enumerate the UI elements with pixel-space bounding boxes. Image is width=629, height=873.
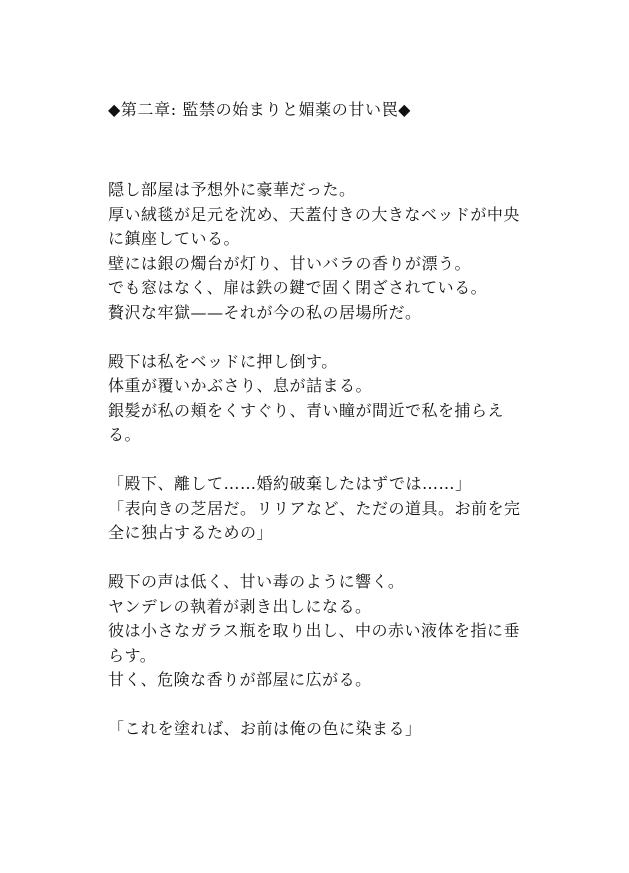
document-body bbox=[108, 178, 530, 766]
text-line: 銀髪が私の頬をくすぐり、青い瞳が間近で私を捕らえ bbox=[108, 400, 505, 420]
text-line: 殿下の声は低く、甘い毒のように響く。 bbox=[108, 572, 405, 591]
text-line: ヤンデレの執着が剥き出しになる。 bbox=[108, 596, 372, 616]
dialogue-line: 「これを塗れば、お前は俺の色に染まる」 bbox=[108, 719, 422, 738]
text-line: 彼は小さなガラス瓶を取り出し、中の赤い液体を指に垂 bbox=[108, 621, 521, 640]
paragraph bbox=[108, 717, 530, 742]
paragraph bbox=[108, 350, 530, 448]
text-line: る。 bbox=[108, 425, 142, 444]
dialogue-line: 「殿下、離して……婚約破棄したはずでは……」 bbox=[108, 474, 472, 493]
text-line: でも窓はなく、扉は鉄の鍵で固く閉ざされている。 bbox=[108, 278, 488, 297]
chapter-title: ◆第二章: 監禁の始まりと媚薬の甘い罠◆ bbox=[108, 100, 412, 119]
text-line: 厚い絨毯が足元を沈め、天蓋付きの大きなベッドが中央 bbox=[108, 204, 520, 224]
text-line: 壁には銀の燭台が灯り、甘いバラの香りが漂う。 bbox=[108, 253, 472, 273]
text-line: 甘く、危険な香りが部屋に広がる。 bbox=[108, 670, 372, 689]
text-line: 殿下は私をベッドに押し倒す。 bbox=[108, 351, 338, 371]
text-line: らす。 bbox=[108, 645, 157, 665]
paragraph bbox=[108, 472, 530, 546]
paragraph bbox=[108, 570, 530, 693]
text-line: 隠し部屋は予想外に豪華だった。 bbox=[108, 180, 356, 199]
text-line: 体重が覆いかぶさり、息が詰まる。 bbox=[108, 376, 373, 395]
text-line: に鎮座している。 bbox=[108, 229, 241, 248]
dialogue-line: 「表向きの芝居だ。リリアなど、ただの道具。お前を完 bbox=[108, 498, 521, 518]
paragraph bbox=[108, 178, 530, 325]
dialogue-line: 全に独占するための」 bbox=[108, 523, 274, 542]
text-line: 贅沢な牢獄——それが今の私の居場所だ。 bbox=[108, 302, 422, 322]
